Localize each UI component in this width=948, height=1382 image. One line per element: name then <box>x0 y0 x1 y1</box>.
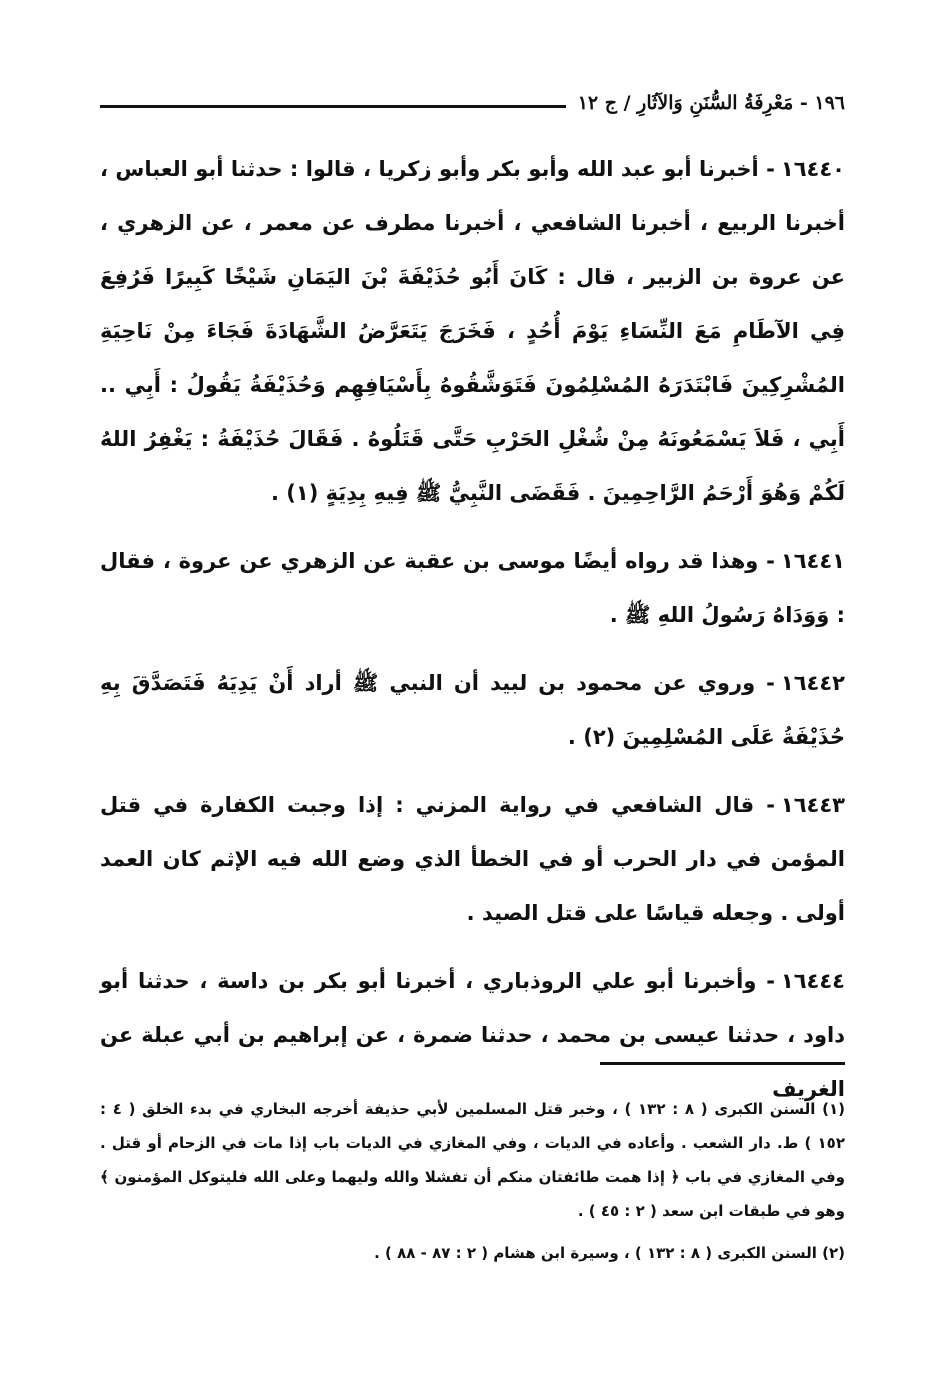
main-text <box>100 142 845 1130</box>
hadith-text: - أخبرنا أبو عبد الله وأبو بكر وأبو زكريا ، قالوا : حدثنا أبو العباس ، أخبرنا الربيع ، أخبرنا الشافعي ، أخبرنا مطرف عن معمر ، عن الزهري ، عن عروة بن الزبير ، قال : كَانَ أَبُو حُذَيْفَةَ بْنَ اليَمَانِ شَيْخًا كَبِيرًا فَرُفِعَ فِي الآطَامِ مَعَ النِّسَاءِ يَوْمَ أُحُدٍ ، فَخَرَجَ يَتَعَرَّضُ الشَّهَادَةَ فَجَاءَ مِنْ نَاحِيَةِ المُشْرِكِينَ فَابْتَدَرَهُ المُسْلِمُونَ فَتَوَشَّقُوهُ بِأَسْيَافِهِم وَحُذَيْفَةُ يَقُولُ : أَبِي .. أَبِي ، فَلاَ يَسْمَعُونَهُ مِنْ شُغْلِ الحَرْبِ حَتَّى قَتَلُوهُ . فَقَالَ حُذَيْفَةُ : يَغْفِرُ اللهُ لَكُمْ وَهُوَ أَرْحَمُ الرَّاحِمِينَ . فَقَضَى النَّبِيُّ ﷺ فِيهِ بِدِيَةٍ (١) . <box>100 157 845 505</box>
hadith-number: ١٦٤٤١ <box>780 549 845 573</box>
footnote: (٢) السنن الكبرى ( ٨ : ١٣٢ ) ، وسيرة ابن هشام ( ٢ : ٨٧ - ٨٨ ) . <box>374 1244 845 1262</box>
hadith-text: - وهذا قد رواه أيضًا موسى بن عقبة عن الزهري عن عروة ، فقال : وَوَدَاهُ رَسُولُ اللهِ ﷺ . <box>100 549 845 627</box>
hadith-text: - وأخبرنا أبو علي الروذباري ، أخبرنا أبو بكر بن داسة ، حدثنا أبو داود ، حدثنا عيسى بن محمد ، حدثنا ضمرة ، عن إبراهيم بن أبي عبلة عن الغريف <box>100 969 845 1101</box>
running-header <box>100 88 845 118</box>
header-title: ١٩٦ - مَعْرِفَةُ السُّنَنِ وَالآثَارِ / ج ١٢ <box>577 92 845 114</box>
hadith-paragraph <box>100 778 845 940</box>
header-rule <box>100 105 566 108</box>
hadith-paragraph <box>100 656 845 764</box>
hadith-number: ١٦٤٤٢ <box>780 671 845 695</box>
hadith-number: ١٦٤٤٠ <box>780 157 845 181</box>
hadith-number: ١٦٤٤٤ <box>780 969 845 993</box>
hadith-text: - قال الشافعي في رواية المزني : إذا وجبت الكفارة في قتل المؤمن في دار الحرب أو في الخطأ الذي وضع الله فيه الإثم كان العمد أولى . وجعله قياسًا على قتل الصيد . <box>100 793 845 925</box>
footnotes <box>100 1092 845 1278</box>
footnote: (١) السنن الكبرى ( ٨ : ١٣٢ ) ، وخبر قتل المسلمين لأبي حذيفة أخرجه البخاري في بدء الخلق ( ٤ : ١٥٢ ) ط. دار الشعب . وأعاده في الديات ، وفي المغازي في الديات باب إذا مات في الزحام أو قتل . وفي المغازي في باب ﴿ إذا همت طائفتان منكم أن تفشلا والله وليهما وعلى الله فليتوكل المؤمنون ﴾ وهو في طبقات ابن سعد ( ٢ : ٤٥ ) . <box>100 1100 845 1220</box>
hadith-text: - وروي عن محمود بن لبيد أن النبي ﷺ أراد أَنْ يَدِيَهُ فَتَصَدَّقَ بِهِ حُذَيْفَةُ عَلَى المُسْلِمِينَ (٢) . <box>100 671 845 749</box>
hadith-paragraph <box>100 142 845 520</box>
hadith-number: ١٦٤٤٣ <box>780 793 845 817</box>
hadith-paragraph <box>100 534 845 642</box>
footnote-separator <box>600 1062 845 1065</box>
